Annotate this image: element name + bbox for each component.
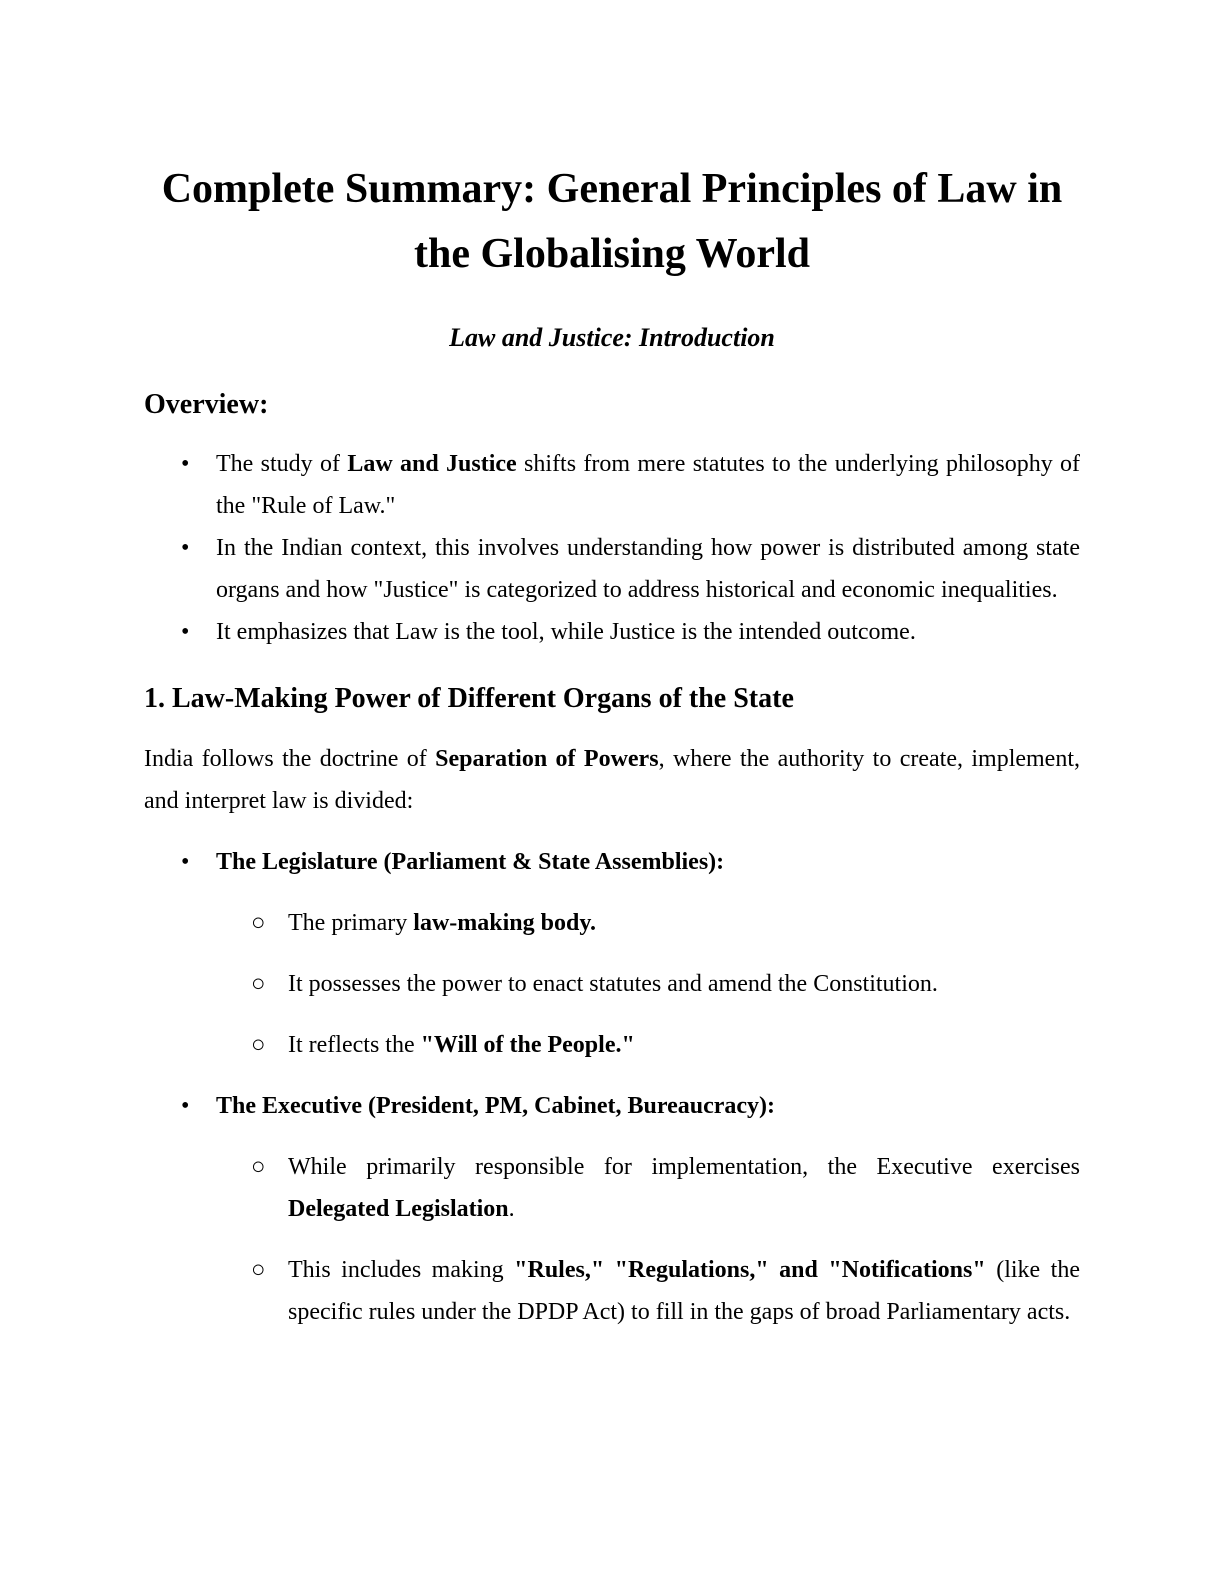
list-item-text: While primarily responsible for implementation, the Executive exercises Delegated Legislation. bbox=[288, 1154, 1080, 1222]
bullet-disc-icon: • bbox=[181, 1093, 190, 1119]
list-item bbox=[144, 963, 1080, 1005]
list-item bbox=[144, 1146, 1080, 1230]
bullet-disc-icon: • bbox=[181, 451, 190, 477]
document-title-line: the Globalising World bbox=[414, 231, 810, 277]
bullet-circle-icon: ○ bbox=[251, 1032, 266, 1058]
document-body bbox=[144, 384, 1080, 1333]
bullet-circle-icon: ○ bbox=[251, 1257, 266, 1283]
list-item-text: It reflects the "Will of the People." bbox=[288, 1032, 635, 1058]
bullet-list bbox=[144, 443, 1080, 653]
bullet-circle-icon: ○ bbox=[251, 971, 266, 997]
list-item bbox=[144, 841, 1080, 883]
document-subtitle: Law and Justice: Introduction bbox=[449, 323, 775, 352]
list-item-text: The Executive (President, PM, Cabinet, Bureaucracy): bbox=[216, 1093, 776, 1119]
document-title bbox=[144, 157, 1080, 287]
document-title-line: Complete Summary: General Principles of Law in bbox=[161, 166, 1063, 212]
list-item-text: The study of Law and Justice shifts from mere statutes to the underlying philosophy of the "Rule of Law." bbox=[216, 451, 1081, 519]
paragraph: India follows the doctrine of Separation of Powers, where the authority to create, implement, and interpret law is divided: bbox=[144, 746, 1081, 814]
bullet-circle-icon: ○ bbox=[251, 910, 266, 936]
section-heading: Overview: bbox=[144, 389, 269, 420]
list-item bbox=[144, 611, 1080, 653]
section-heading: 1. Law-Making Power of Different Organs of the State bbox=[144, 683, 794, 714]
list-item bbox=[144, 1085, 1080, 1127]
bullet-disc-icon: • bbox=[181, 535, 190, 561]
bullet-disc-icon: • bbox=[181, 619, 190, 645]
bullet-circle-icon: ○ bbox=[251, 1154, 266, 1180]
bullet-disc-icon: • bbox=[181, 849, 190, 875]
list-item-text: It possesses the power to enact statutes and amend the Constitution. bbox=[288, 971, 938, 997]
list-item bbox=[144, 443, 1080, 527]
list-item-text: It emphasizes that Law is the tool, while Justice is the intended outcome. bbox=[216, 619, 916, 645]
list-item bbox=[144, 1024, 1080, 1066]
list-item bbox=[144, 1249, 1080, 1333]
list-item-text: In the Indian context, this involves understanding how power is distributed among state organs and how "Justice" is categorized to address historical and economic inequalities. bbox=[216, 535, 1080, 603]
list-item-text: The Legislature (Parliament & State Assemblies): bbox=[216, 849, 725, 875]
list-item bbox=[144, 902, 1080, 944]
list-item-text: The primary law-making body. bbox=[288, 910, 597, 936]
list-item bbox=[144, 527, 1080, 611]
bullet-list bbox=[144, 841, 1080, 1333]
list-item-text: This includes making "Rules," "Regulations," and "Notifications" (like the specific rules under the DPDP Act) to fill in the gaps of broad Parliamentary acts. bbox=[288, 1257, 1081, 1325]
